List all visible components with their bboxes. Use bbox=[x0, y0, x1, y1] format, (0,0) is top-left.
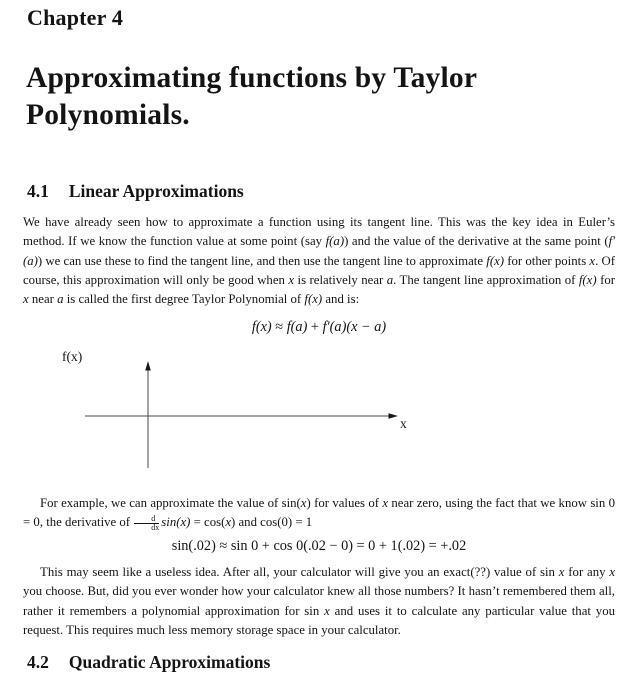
chapter-title: Approximating functions by Taylor Polynomials. bbox=[26, 62, 477, 131]
section-heading-4-1 bbox=[27, 181, 244, 202]
paragraph-sin-example: For example, we can approximate the value of sin(x) for values of x near zero, using the fact that we know sin 0 = 0, the derivative of $\frac{d}{dx}$ sin(x) = cos(x) and cos(0) = 1 bbox=[23, 496, 615, 533]
paragraph-calculator-discussion: This may seem like a useless idea. After all, your calculator will give you an exact(??) value of sin x for any x you choose. But, did you ever wonder how your calculator knew all those numbers? It hasn’t remembered them all, rather it remembers a polynomial approximation for sin x and uses it to calculate any particular value that you request. This requires much less memory storage space in your calculator. bbox=[23, 565, 615, 637]
y-axis-arrowhead-icon bbox=[145, 361, 151, 371]
inline-fraction: $\frac{d}{dx}$ bbox=[134, 515, 159, 533]
chapter-label: Chapter 4 bbox=[27, 5, 124, 30]
display-formula-sin-approximation: sin(.02) ≈ sin 0 + cos 0(.02 − 0) = 0 + 1(.02) = +.02 bbox=[171, 538, 467, 554]
section-number: 4.1 bbox=[27, 181, 49, 201]
paragraph-linear-approx-intro: We have already seen how to approximate a function using its tangent line. This was the key idea in Euler’s method. If we know the function value at some point (say f(a)) and the value of the derivative at the same point (f′(a)) we can use these to find the tangent line, and then use the tangent line to approximate f(x) for other points x. Of course, this approximation will only be good when x is relatively near a. The tangent line approximation of f(x) for x near a is called the first degree Taylor Polynomial of f(x) and is: bbox=[23, 215, 615, 307]
section-number: 4.2 bbox=[27, 652, 49, 672]
display-formula-taylor-first-degree: f(x) ≈ f(a) + f′(a)(x − a) bbox=[251, 319, 387, 335]
section-title: Linear Approximations bbox=[68, 181, 244, 201]
figure-y-axis-label: f(x) bbox=[62, 349, 83, 364]
x-axis-arrowhead-icon bbox=[389, 413, 399, 419]
section-heading-4-2 bbox=[27, 652, 270, 673]
figure-x-axis-label: x bbox=[400, 416, 407, 431]
section-title: Quadratic Approximations bbox=[68, 652, 271, 672]
figure-axes bbox=[40, 345, 420, 485]
